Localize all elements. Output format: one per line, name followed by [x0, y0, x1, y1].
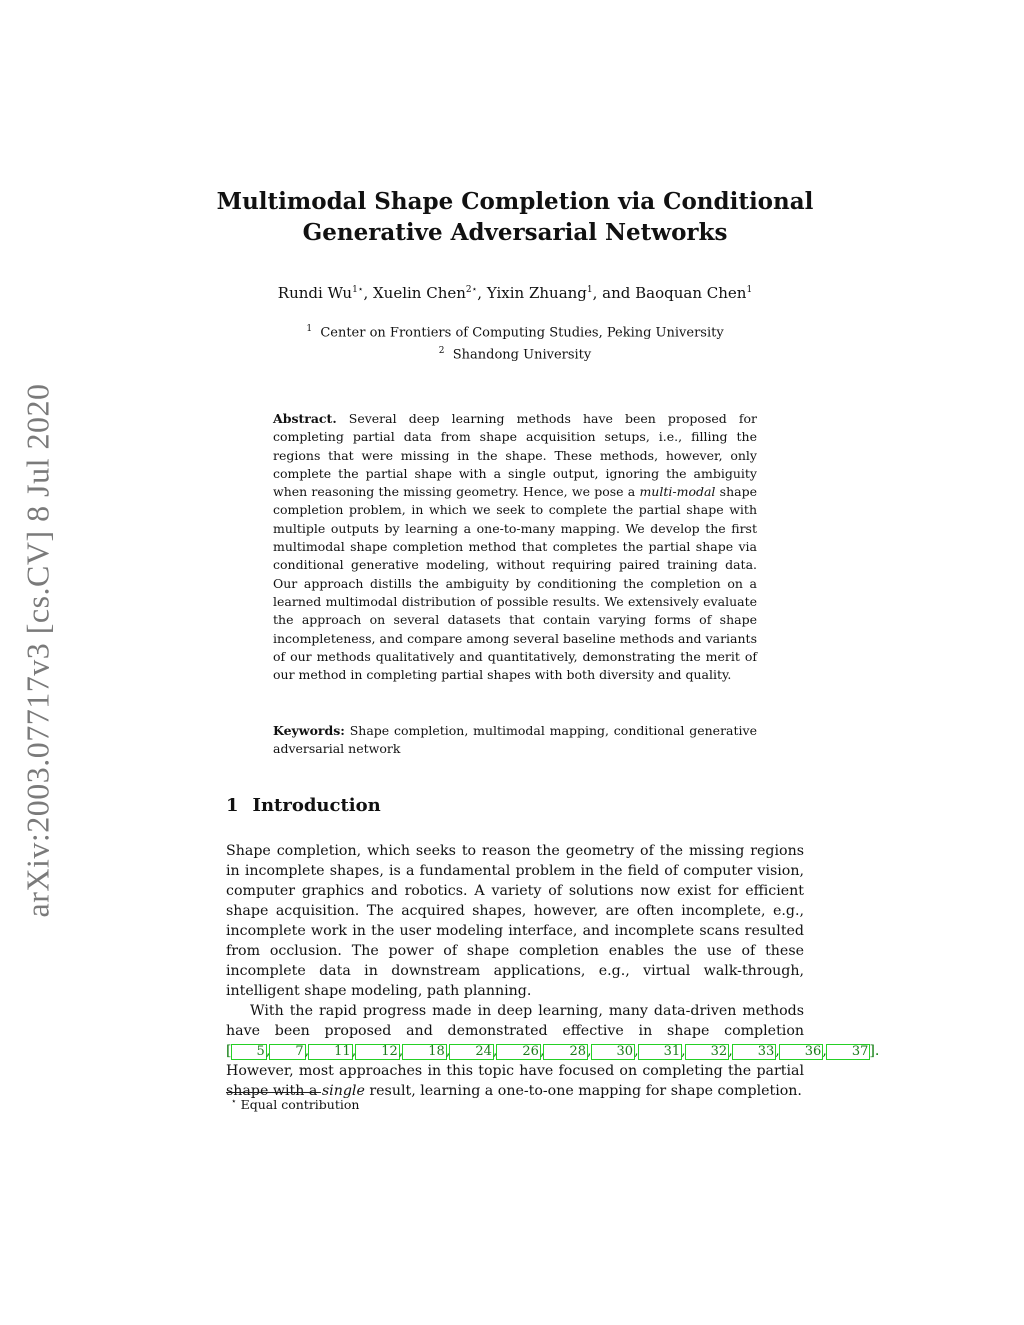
- author-name: Yixin Zhuang: [486, 284, 587, 302]
- affiliation-number: 2: [438, 346, 445, 357]
- section-heading: [226, 795, 381, 816]
- author-name: Baoquan Chen: [635, 284, 747, 302]
- citation-link[interactable]: 11: [308, 1044, 353, 1060]
- paragraph-text: result, learning a one-to-one mapping for shape completion.: [369, 1083, 802, 1099]
- citation-link[interactable]: 18: [402, 1044, 447, 1060]
- citation-link[interactable]: 24: [449, 1044, 494, 1060]
- citation-link[interactable]: 26: [496, 1044, 541, 1060]
- arxiv-identifier-stamp: [8, 370, 68, 930]
- author-name: Xuelin Chen: [372, 284, 466, 302]
- author-list: Rundi $Wu^{1⋆}$, Xuelin Chen$^{2⋆}$, Yixin Zhuang$^1$, and Baoquan Chen$^1$: [277, 284, 753, 302]
- citation-link[interactable]: 33: [732, 1044, 777, 1060]
- citation-link[interactable]: 5: [231, 1044, 267, 1060]
- paper-title: Multimodal Shape Completion via Conditional Generative Adversarial Networks: [216, 188, 814, 246]
- keywords: [273, 722, 757, 759]
- abstract: [273, 410, 757, 684]
- citation-link[interactable]: 7: [269, 1044, 305, 1060]
- citation-group: [ 5, 7, 11, 12, 18, 24, 26, 28, 30, 31, 32, 33, 36, 37].: [226, 1043, 880, 1059]
- citation-link[interactable]: 30: [591, 1044, 636, 1060]
- section-title: Introduction: [252, 795, 381, 816]
- affiliation-list: [200, 320, 830, 365]
- citation-link[interactable]: 36: [779, 1044, 824, 1060]
- affiliation-line: [200, 342, 830, 364]
- citation-link[interactable]: 28: [543, 1044, 588, 1060]
- body-paragraph: Shape completion, which seeks to reason the geometry of the missing regions in incomplete shapes, is a fundamental problem in the field of computer vision, computer graphics and robotics. A variety of solutions now exist for efficient shape acquisition. The acquired shapes, however, are often incomplete, e.g., incomplete work in the user modeling interface, and incomplete scans resulted from occlusion. The power of shape completion enables the use of these incomplete data in downstream applications, e.g., virtual walk-through, intelligent shape modeling, path planning.: [226, 843, 804, 999]
- affiliation-number: 1: [306, 324, 313, 334]
- body-paragraph: [226, 1001, 880, 1101]
- citation-link[interactable]: 12: [355, 1044, 400, 1060]
- footnote-text: Equal contribution: [240, 1097, 360, 1113]
- abstract-text: Several deep learning methods have been proposed for completing partial data from shape acquisition setups, i.e., filling the regions that were missing in the shape. These methods, however, only complete the partial shape with a single output, ignoring the ambiguity when reasoning the missing geometry. Hence, we pose a: [273, 411, 757, 500]
- keywords-label: Keywords:: [273, 723, 345, 738]
- paragraph-text: With the rapid progress made in deep learning, many data-driven methods have been proposed and demonstrated effective in shape completion: [226, 1003, 804, 1039]
- author-name: Rundi Wu: [277, 284, 353, 302]
- arxiv-identifier-text: arXiv:2003.07717v3 [cs.CV] 8 Jul 2020: [19, 382, 56, 918]
- section-body: [226, 841, 880, 1101]
- author-affiliation-mark: 2⋆: [465, 285, 478, 295]
- abstract-text: shape completion problem, in which we seek to complete the partial shape with multiple outputs by learning a one-to-many mapping. We develop the first multimodal shape completion method that completes the partial shape via conditional generative modeling, without requiring paired training data. Our approach distills the ambiguity by conditioning the completion on a learned multimodal distribution of possible results. We extensively evaluate the approach on several datasets that contain varying forms of shape incompleteness, and compare among several baseline methods and variants of our methods qualitatively and quantitatively, demonstrating the merit of our method in completing partial shapes with both diversity and quality.: [273, 484, 757, 683]
- footnote-mark: ⋆: [231, 1097, 237, 1107]
- author-affiliation-mark: 1⋆: [352, 285, 364, 295]
- affiliation-line: [200, 320, 830, 342]
- author-affiliation-mark: 1: [586, 285, 593, 295]
- citation-link[interactable]: 37: [826, 1044, 871, 1060]
- paragraph-emphasis: single: [321, 1083, 365, 1099]
- footnote: [231, 1097, 359, 1112]
- affiliation-name: Center on Frontiers of Computing Studies, Peking University: [320, 325, 724, 341]
- abstract-emphasis: multi-modal: [639, 484, 716, 500]
- paragraph-text: However, most approaches in this topic have focused on completing the partial shape with a: [226, 1063, 804, 1099]
- affiliation-name: Shandong University: [452, 347, 592, 363]
- citation-link[interactable]: 31: [638, 1044, 683, 1060]
- abstract-label: Abstract.: [273, 411, 337, 426]
- section-number: 1: [226, 795, 239, 816]
- author-affiliation-mark: 1: [746, 285, 753, 295]
- footnote-rule: [226, 1092, 321, 1093]
- keywords-text: Shape completion, multimodal mapping, conditional generative adversarial network: [273, 723, 757, 757]
- citation-link[interactable]: 32: [685, 1044, 730, 1060]
